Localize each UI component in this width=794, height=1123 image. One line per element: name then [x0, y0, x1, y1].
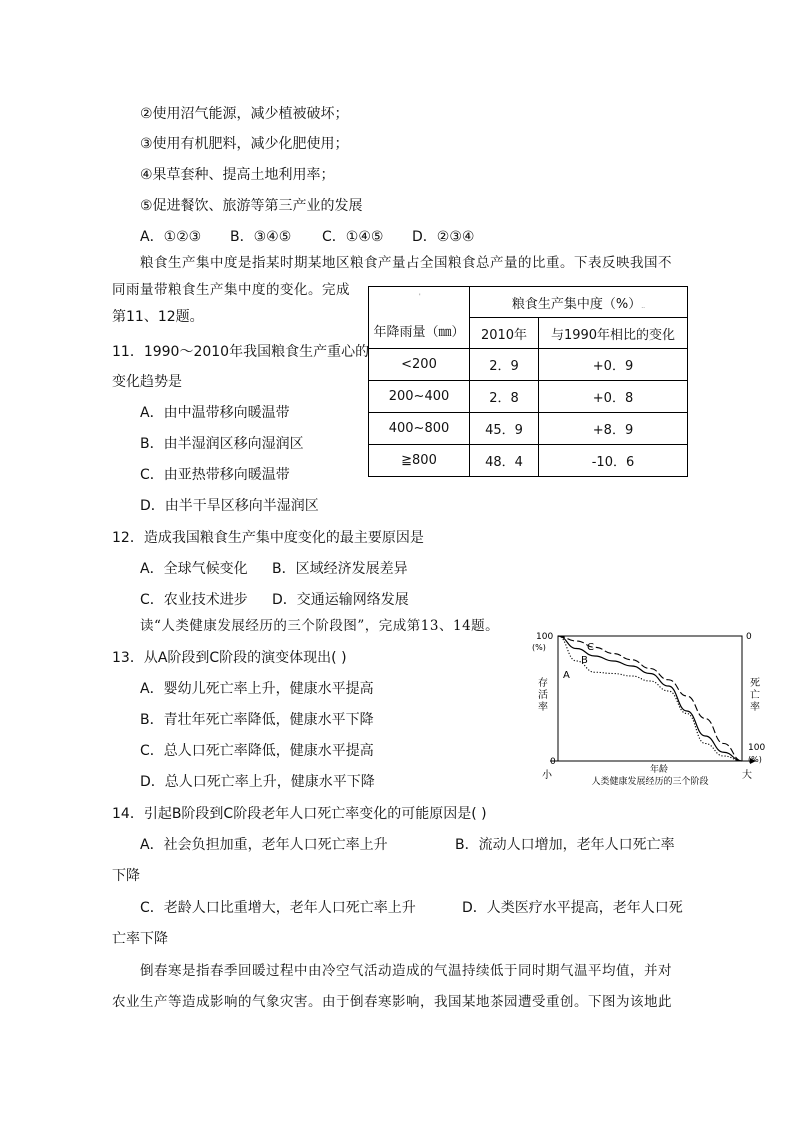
passage2-line: 读“人类健康发展经历的三个阶段图”，完成第13、14题。 — [140, 618, 500, 634]
passage1-line3: 第11、12题。 — [112, 309, 204, 325]
q11-option-a: A．由中温带移向暖温带 — [140, 405, 290, 421]
series-label-c: C — [587, 642, 594, 653]
q12-option-d: D．交通运输网络发展 — [272, 592, 409, 608]
x-min-label: 小 — [542, 770, 552, 781]
table-row — [369, 445, 688, 477]
xlabel: 年龄 — [650, 765, 669, 775]
series-label-a: A — [563, 670, 570, 681]
cell-2010: 2．8 — [470, 381, 539, 413]
q13-option-b: B．青壮年死亡率降低，健康水平下降 — [140, 712, 374, 728]
cell-2010: 48．4 — [470, 445, 539, 477]
q11-stem-line1: 11．1990～2010年我国粮食生产重心的 — [112, 344, 370, 360]
option-5: ⑤促进餐饮、旅游等第三产业的发展 — [140, 198, 363, 214]
header-rain: 年降雨量（㎜） — [373, 325, 465, 340]
option-2: ②使用沼气能源，减少植被破坏； — [140, 106, 349, 122]
q13-stem: 13．从A阶段到C阶段的演变体现出( ) — [112, 650, 347, 666]
cell-change: +8．9 — [539, 413, 688, 445]
q12-option-b: B．区域经济发展差异 — [272, 561, 408, 577]
ylabel-right: 死亡率 — [750, 678, 760, 713]
cell-change: +0．8 — [539, 381, 688, 413]
cell-rain: 400~800 — [369, 413, 470, 445]
option-4: ④果草套种、提高土地利用率； — [140, 167, 335, 183]
q12-option-c: C．农业技术进步 — [140, 592, 248, 608]
header-group — [470, 287, 688, 318]
rainfall-table — [368, 286, 688, 477]
q14-option-b-line2: 下降 — [112, 868, 140, 884]
q13-option-a: A．婴幼儿死亡率上升，健康水平提高 — [140, 681, 374, 697]
header-change: 与1990年相比的变化 — [539, 318, 688, 349]
cell-rain: <200 — [369, 349, 470, 381]
q11-option-d: D．由半干旱区移向半湿润区 — [140, 498, 319, 514]
cell-rain: ≧800 — [369, 445, 470, 477]
chart-labels — [532, 632, 765, 787]
x-max-label: 大 — [742, 770, 752, 781]
right-axis-top: 0 — [746, 632, 752, 642]
cell-2010: 45．9 — [470, 413, 539, 445]
right-axis-bottom: 100 — [748, 743, 766, 753]
cell-2010: 2．9 — [470, 349, 539, 381]
health-stages-chart — [528, 626, 778, 816]
answer-b: B．③④⑤ — [230, 229, 292, 245]
table-row — [369, 413, 688, 445]
left-axis-bottom: 0 — [550, 757, 556, 767]
passage1-line1: 粮食生产集中度是指某时期某地区粮食产量占全国粮食总产量的比重。下表反映我国不 — [140, 255, 672, 271]
q11-option-b: B．由半湿润区移向湿润区 — [140, 436, 304, 452]
table-row — [369, 349, 688, 381]
answer-a: A．①②③ — [140, 229, 202, 245]
q13-option-c: C．总人口死亡率降低，健康水平提高 — [140, 743, 374, 759]
cell-change: -10．6 — [539, 445, 688, 477]
option-3: ③使用有机肥料，减少化肥使用； — [140, 136, 349, 152]
q13-option-d: D．总人口死亡率上升，健康水平下降 — [140, 774, 375, 790]
q12-stem: 12．造成我国粮食生产集中度变化的最主要原因是 — [112, 530, 424, 546]
answer-c: C．①④⑤ — [322, 229, 384, 245]
cell-change: +0．9 — [539, 349, 688, 381]
left-axis-unit: (%) — [532, 643, 546, 652]
chart-title: 人类健康发展经历的三个阶段 — [591, 777, 709, 787]
series-label-b: B — [581, 655, 588, 666]
answer-d: D．②③④ — [412, 229, 475, 245]
q11-option-c: C．由亚热带移向暖温带 — [140, 467, 290, 483]
ylabel-left: 存活率 — [538, 678, 548, 713]
q14-option-d-line1: D．人类医疗水平提高，老年人口死 — [462, 900, 683, 916]
passage3-line2: 农业生产等造成影响的气象灾害。由于倒春寒影响，我国某地茶园遭受重创。下图为该地此 — [112, 994, 672, 1010]
passage1-line2: 同雨量带粮食生产集中度的变化。完成 — [112, 282, 350, 298]
table-row — [369, 381, 688, 413]
right-axis-unit: (%) — [748, 755, 762, 764]
q11-stem-line2: 变化趋势是 — [112, 374, 182, 390]
q14-option-a: A．社会负担加重，老年人口死亡率上升 — [140, 837, 388, 853]
passage3-line1: 倒春寒是指春季回暖过程中由冷空气活动造成的气温持续低于同时期气温平均值，并对 — [140, 963, 672, 979]
q14-option-d-line2: 亡率下降 — [112, 931, 168, 947]
blank-mark: ' — [419, 293, 421, 300]
left-axis-top: 100 — [536, 632, 554, 642]
header-mark: .. — [641, 302, 646, 310]
header-2010: 2010年 — [470, 318, 539, 349]
header-group-label: 粮食生产集中度（%） — [511, 296, 642, 312]
q12-option-a: A．全球气候变化 — [140, 561, 248, 577]
q14-option-c: C．老龄人口比重增大，老年人口死亡率上升 — [140, 900, 416, 916]
q14-option-b-line1: B．流动人口增加，老年人口死亡率 — [455, 837, 675, 853]
q14-stem: 14．引起B阶段到C阶段老年人口死亡率变化的可能原因是( ) — [112, 806, 487, 822]
cell-rain: 200~400 — [369, 381, 470, 413]
